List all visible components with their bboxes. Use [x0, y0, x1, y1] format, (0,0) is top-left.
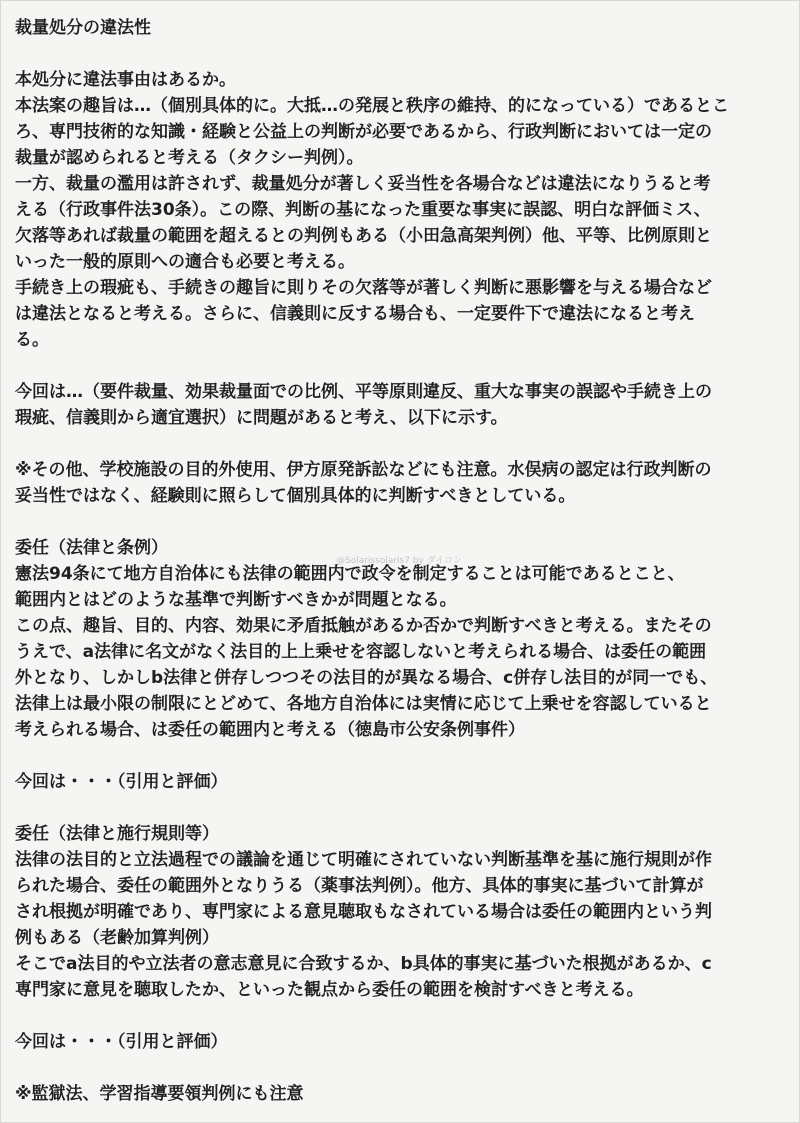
paragraph-line: 本処分に違法事由はあるか。 — [15, 70, 236, 90]
spacer — [15, 353, 785, 379]
paragraph-line: この点、趣旨、目的、内容、効果に矛盾抵触があるか否かで判断すべきと考える。またその — [15, 616, 712, 636]
paragraph-line: 外となり、しかしb法律と併存しつつその法目的が異なる場合、c併存し法目的が同一でも、 — [15, 668, 718, 688]
spacer — [15, 795, 785, 821]
document-title: 裁量処分の違法性 — [15, 18, 151, 38]
note-line: ※監獄法、学習指導要領判例にも注意 — [15, 1084, 304, 1104]
paragraph-line: 欠落等あれば裁量の範囲を超えるとの判例もある（小田急高架判例）他、平等、比例原則と — [15, 226, 712, 246]
spacer — [15, 431, 785, 457]
note-line: 妥当性ではなく、経験則に照らして個別具体的に判断すべきとしている。 — [15, 486, 576, 506]
paragraph-line: 専門家に意見を聴取したか、といった観点から委任の範囲を検討すべきと考える。 — [15, 980, 644, 1000]
note-line: ※その他、学校施設の目的外使用、伊方原発訴訟などにも注意。水俣病の認定は行政判断の — [15, 460, 712, 480]
watermark: @Solarissolaris7 by ダイコン — [336, 556, 463, 566]
paragraph-line: 範囲内とはどのような基準で判断すべきかが問題となる。 — [15, 590, 457, 610]
paragraph-line: る。 — [15, 330, 49, 350]
paragraph-line: られた場合、委任の範囲外となりうる（薬事法判例）。他方、具体的事実に基づいて計算が — [15, 876, 704, 896]
paragraph-line: 考えられる場合、は委任の範囲内と考える（徳島市公安条例事件） — [15, 720, 525, 740]
paragraph-line: える（行政事件法30条）。この際、判断の基になった重要な事実に誤認、明白な評価ミス、 — [15, 200, 711, 220]
paragraph-line: ろ、専門技術的な知識・経験と公益上の判断が必要であるから、行政判断においては一定の — [15, 122, 712, 142]
spacer — [15, 41, 785, 67]
paragraph-line: 今回は・・・（引用と評価） — [15, 1032, 228, 1052]
paragraph-line: 一方、裁量の濫用は許されず、裁量処分が著しく妥当性を各場合などは違法になりうると考 — [15, 174, 711, 194]
paragraph-line: 法律の法目的と立法過程での議論を通じて明確にされていない判断基準を基に施行規則が作 — [15, 850, 712, 870]
section-heading: 委任（法律と条例） — [15, 538, 168, 558]
paragraph-line: 今回は…（要件裁量、効果裁量面での比例、平等原則違反、重大な事実の誤認や手続き上の — [15, 382, 712, 402]
paragraph-line: 瑕疵、信義則から適宜選択）に問題があると考え、以下に示す。 — [15, 408, 508, 428]
paragraph-line: 今回は・・・（引用と評価） — [15, 772, 228, 792]
paragraph-line: いった一般的原則への適合も必要と考える。 — [15, 252, 355, 272]
spacer — [15, 743, 785, 769]
section-heading: 委任（法律と施行規則等） — [15, 824, 219, 844]
paragraph-line: 裁量が認められると考える（タクシー判例）。 — [15, 148, 364, 168]
spacer — [15, 1055, 785, 1081]
paragraph-line: そこでa法目的や立法者の意志意見に合致するか、b具体的事実に基づいた根拠があるか、c — [15, 954, 712, 974]
paragraph-line: 手続き上の瑕疵も、手続きの趣旨に則りその欠落等が著しく判断に悪影響を与える場合など — [15, 278, 712, 298]
paragraph-line: うえで、a法律に名文がなく法目的上上乗せを容認しないと考えられる場合、は委任の範囲 — [15, 642, 707, 662]
paragraph-line: は違法となると考える。さらに、信義則に反する場合も、一定要件下で違法になると考え — [15, 304, 695, 324]
spacer — [15, 1003, 785, 1029]
paragraph-line: 憲法94条にて地方自治体にも法律の範囲内で政令を制定することは可能であるとこと、 — [15, 564, 685, 584]
paragraph-line: 例もある（老齢加算判例） — [15, 928, 219, 948]
spacer — [15, 509, 785, 535]
paragraph-line: 本法案の趣旨は…（個別具体的に。大抵…の発展と秩序の維持、的になっている）であるとこ — [15, 96, 729, 116]
paragraph-line: され根拠が明確であり、専門家による意見聴取もなされている場合は委任の範囲内という判 — [15, 902, 712, 922]
paragraph-line: 法律上は最小限の制限にとどめて、各地方自治体には実情に応じて上乗せを容認していると — [15, 694, 712, 714]
